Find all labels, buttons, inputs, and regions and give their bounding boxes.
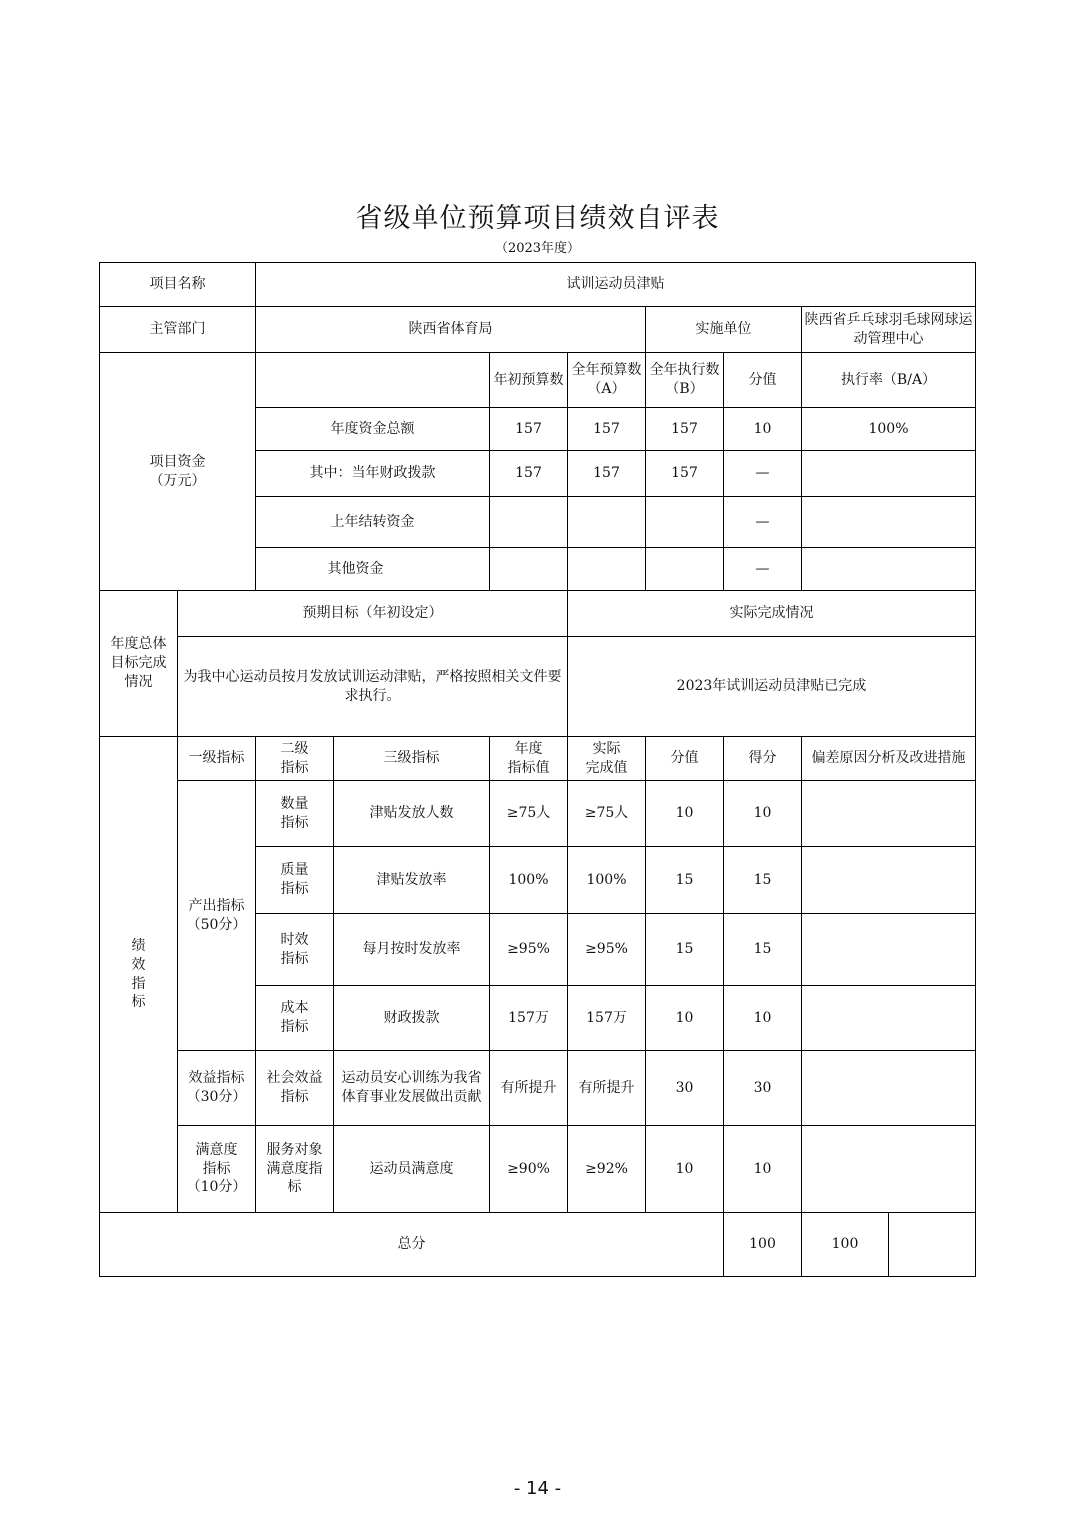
indicator-actual-cell: 100% <box>568 847 646 914</box>
indicator-score-value-cell: 10 <box>646 781 724 847</box>
indicator-actual-cell: ≥75人 <box>568 781 646 847</box>
output-indicator-label: 产出指标 （50分） <box>178 781 256 1051</box>
funds-score-value-cell: 10 <box>724 408 802 451</box>
indicator-score-cell: 10 <box>724 781 802 847</box>
department-row <box>100 307 976 353</box>
indicator-score-cell: 15 <box>724 847 802 914</box>
funds-annual-cell <box>568 497 646 548</box>
indicator-score-cell: 10 <box>724 1126 802 1213</box>
goals-expected-header: 预期目标（年初设定） <box>178 591 568 637</box>
funds-row-label: 其中：当年财政拨款 <box>256 451 490 497</box>
ind-header-target: 年度 指标值 <box>490 737 568 781</box>
total-score-value: 100 <box>724 1213 802 1277</box>
funds-header-blank <box>256 353 490 408</box>
funds-annual-cell <box>568 548 646 591</box>
project-name-row <box>100 263 976 307</box>
indicator-score-value-cell: 30 <box>646 1051 724 1126</box>
funds-rate-cell <box>802 497 976 548</box>
ind-header-score: 得分 <box>724 737 802 781</box>
funds-score-value-cell: — <box>724 548 802 591</box>
indicator-score-cell: 30 <box>724 1051 802 1126</box>
indicator-level3-cell: 运动员满意度 <box>334 1126 490 1213</box>
funds-row-label: 上年结转资金 <box>256 497 490 548</box>
funds-annual-cell: 157 <box>568 451 646 497</box>
project-name-label: 项目名称 <box>100 263 256 307</box>
total-row <box>100 1213 976 1277</box>
funds-label: 项目资金 （万元） <box>100 353 256 591</box>
funds-initial-cell: 157 <box>490 451 568 497</box>
ind-header-level2: 二级 指标 <box>256 737 334 781</box>
funds-annual-cell: 157 <box>568 408 646 451</box>
indicator-deviation-cell <box>802 914 976 986</box>
indicator-actual-cell: 有所提升 <box>568 1051 646 1126</box>
indicator-level3-cell: 津贴发放率 <box>334 847 490 914</box>
indicator-level3-cell: 财政拨款 <box>334 986 490 1051</box>
indicator-level3-cell: 每月按时发放率 <box>334 914 490 986</box>
funds-executed-cell <box>646 548 724 591</box>
total-score: 100 <box>802 1213 889 1277</box>
doc-title: 省级单位预算项目绩效自评表 <box>355 203 720 234</box>
funds-score-value-cell: — <box>724 497 802 548</box>
indicator-level2-cell: 时效 指标 <box>256 914 334 986</box>
indicator-level3-cell: 运动员安心训练为我省体育事业发展做出贡献 <box>334 1051 490 1126</box>
ind-header-deviation: 偏差原因分析及改进措施 <box>802 737 976 781</box>
funds-rate-cell: 100% <box>802 408 976 451</box>
indicator-target-cell: ≥75人 <box>490 781 568 847</box>
funds-header-initial: 年初预算数 <box>490 353 568 408</box>
indicator-level2-cell: 服务对象 满意度指 标 <box>256 1126 334 1213</box>
indicator-deviation-cell <box>802 1051 976 1126</box>
funds-header-row <box>100 353 976 408</box>
funds-executed-cell: 157 <box>646 451 724 497</box>
total-label: 总分 <box>100 1213 724 1277</box>
funds-score-value-cell: — <box>724 451 802 497</box>
indicator-target-cell: 100% <box>490 847 568 914</box>
goals-content-row <box>100 637 976 737</box>
indicator-level2-cell: 质量 指标 <box>256 847 334 914</box>
indicator-actual-cell: ≥92% <box>568 1126 646 1213</box>
unit-label: 实施单位 <box>646 307 802 353</box>
satisfaction-indicator-label: 满意度 指标 （10分） <box>178 1126 256 1213</box>
funds-row-label: 其他资金 <box>256 548 490 591</box>
ind-header-level3: 三级指标 <box>334 737 490 781</box>
project-name-value: 试训运动员津贴 <box>256 263 976 307</box>
indicator-target-cell: 157万 <box>490 986 568 1051</box>
indicators-label: 绩 效 指 标 <box>100 737 178 1213</box>
indicator-row <box>100 1051 976 1126</box>
indicator-row <box>100 781 976 847</box>
funds-rate-cell <box>802 548 976 591</box>
indicator-level2-cell: 社会效益 指标 <box>256 1051 334 1126</box>
indicator-target-cell: ≥90% <box>490 1126 568 1213</box>
indicator-deviation-cell <box>802 986 976 1051</box>
indicator-score-cell: 10 <box>724 986 802 1051</box>
funds-executed-cell: 157 <box>646 408 724 451</box>
indicator-target-cell: ≥95% <box>490 914 568 986</box>
indicator-target-cell: 有所提升 <box>490 1051 568 1126</box>
indicator-level2-cell: 成本 指标 <box>256 986 334 1051</box>
funds-header-executed: 全年执行数（B） <box>646 353 724 408</box>
indicator-level2-cell: 数量 指标 <box>256 781 334 847</box>
page-number: - 14 - <box>513 1478 562 1499</box>
ind-header-actual: 实际 完成值 <box>568 737 646 781</box>
total-deviation <box>889 1213 976 1277</box>
dept-label: 主管部门 <box>100 307 256 353</box>
indicator-deviation-cell <box>802 847 976 914</box>
indicator-level3-cell: 津贴发放人数 <box>334 781 490 847</box>
indicator-score-value-cell: 15 <box>646 847 724 914</box>
indicator-score-value-cell: 10 <box>646 986 724 1051</box>
goals-actual-header: 实际完成情况 <box>568 591 976 637</box>
indicator-deviation-cell <box>802 1126 976 1213</box>
ind-header-score-value: 分值 <box>646 737 724 781</box>
ind-header-level1: 一级指标 <box>178 737 256 781</box>
funds-initial-cell <box>490 497 568 548</box>
indicator-deviation-cell <box>802 781 976 847</box>
self-evaluation-table <box>99 262 976 1277</box>
indicators-header-row <box>100 737 976 781</box>
funds-header-rate: 执行率（B/A） <box>802 353 976 408</box>
goals-expected-text: 为我中心运动员按月发放试训运动津贴，严格按照相关文件要求执行。 <box>178 637 568 737</box>
funds-header-score-value: 分值 <box>724 353 802 408</box>
indicator-row <box>100 1126 976 1213</box>
funds-rate-cell <box>802 451 976 497</box>
indicator-score-value-cell: 15 <box>646 914 724 986</box>
goals-actual-text: 2023年试训运动员津贴已完成 <box>568 637 976 737</box>
goals-label: 年度总体 目标完成 情况 <box>100 591 178 737</box>
indicator-score-cell: 15 <box>724 914 802 986</box>
indicator-actual-cell: ≥95% <box>568 914 646 986</box>
indicator-score-value-cell: 10 <box>646 1126 724 1213</box>
goals-header-row <box>100 591 976 637</box>
doc-subtitle: （2023年度） <box>494 241 581 256</box>
unit-value: 陕西省乒乓球羽毛球网球运动管理中心 <box>802 307 976 353</box>
funds-initial-cell: 157 <box>490 408 568 451</box>
dept-value: 陕西省体育局 <box>256 307 646 353</box>
funds-header-annual: 全年预算数（A） <box>568 353 646 408</box>
benefit-indicator-label: 效益指标 （30分） <box>178 1051 256 1126</box>
indicator-actual-cell: 157万 <box>568 986 646 1051</box>
funds-executed-cell <box>646 497 724 548</box>
funds-row-label: 年度资金总额 <box>256 408 490 451</box>
funds-initial-cell <box>490 548 568 591</box>
